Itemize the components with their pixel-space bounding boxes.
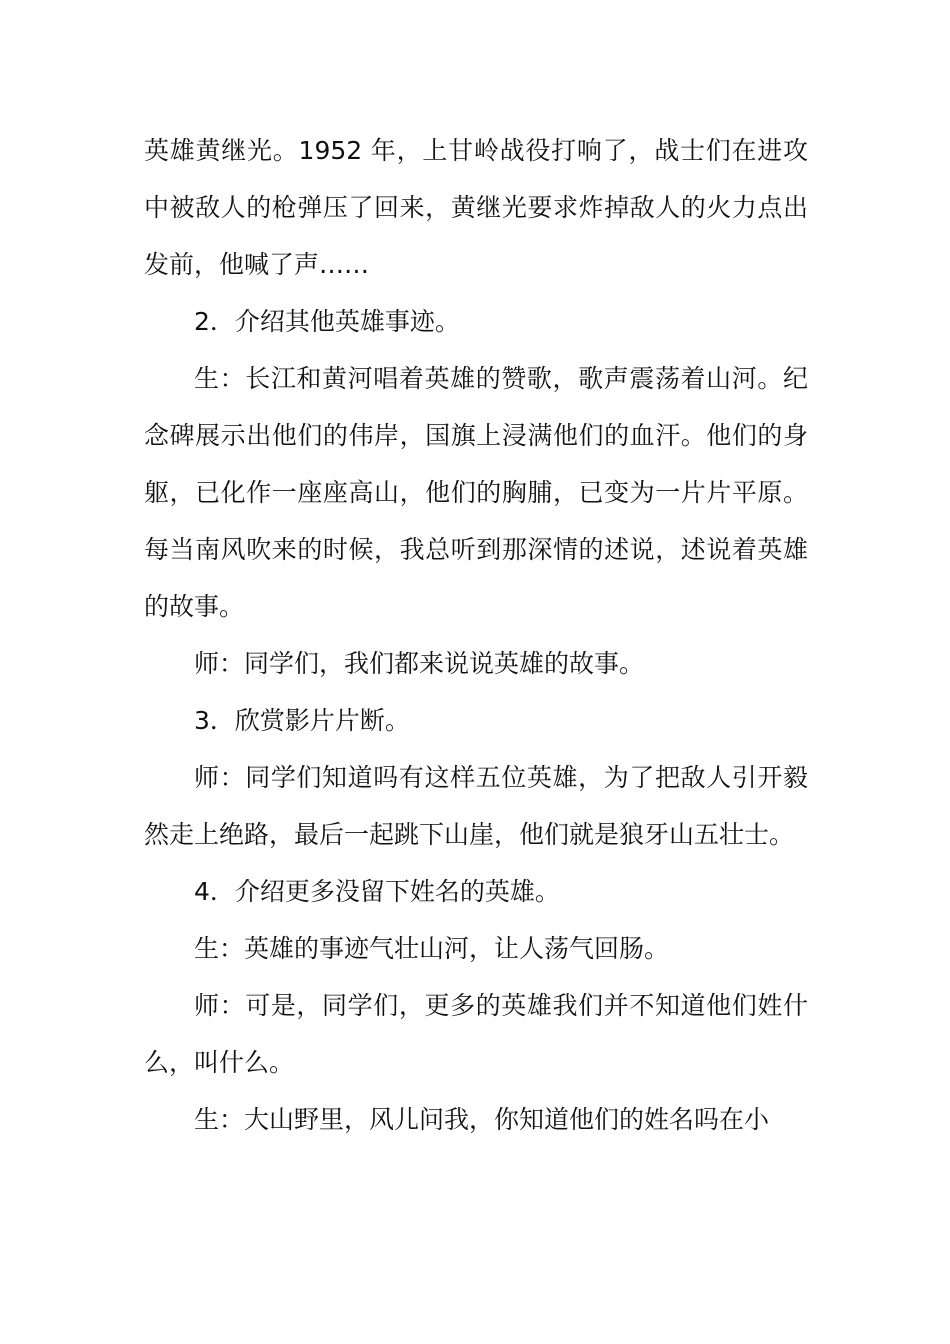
document-body <box>144 122 808 1148</box>
paragraph-6: 师：同学们知道吗有这样五位英雄，为了把敌人引开毅然走上绝路，最后一起跳下山崖，他们就是狼牙山五壮士。 <box>144 763 808 849</box>
paragraph-5: 3．欣赏影片片断。 <box>194 706 410 735</box>
paragraph-1: 英雄黄继光。1952 年，上甘岭战役打响了，战士们在进攻中被敌人的枪弹压了回来，黄继光要求炸掉敌人的火力点出发前，他喊了声…… <box>144 136 808 279</box>
paragraph-8: 生：英雄的事迹气壮山河，让人荡气回肠。 <box>194 934 670 963</box>
paragraph-4: 师：同学们，我们都来说说英雄的故事。 <box>194 649 645 678</box>
paragraph-7: 4．介绍更多没留下姓名的英雄。 <box>194 877 560 906</box>
paragraph-3: 生：长江和黄河唱着英雄的赞歌，歌声震荡着山河。纪念碑展示出他们的伟岸，国旗上浸满他们的血汗。他们的身躯，已化作一座座高山，他们的胸脯，已变为一片片平原。每当南风吹来的时候，我总听到那深情的述说，述说着英雄的故事。 <box>144 364 808 621</box>
paragraph-10: 生：大山野里，风儿问我，你知道他们的姓名吗在小 <box>194 1105 770 1134</box>
paragraph-2: 2．介绍其他英雄事迹。 <box>194 307 460 336</box>
paragraph-9: 师：可是，同学们，更多的英雄我们并不知道他们姓什么，叫什么。 <box>144 991 808 1077</box>
